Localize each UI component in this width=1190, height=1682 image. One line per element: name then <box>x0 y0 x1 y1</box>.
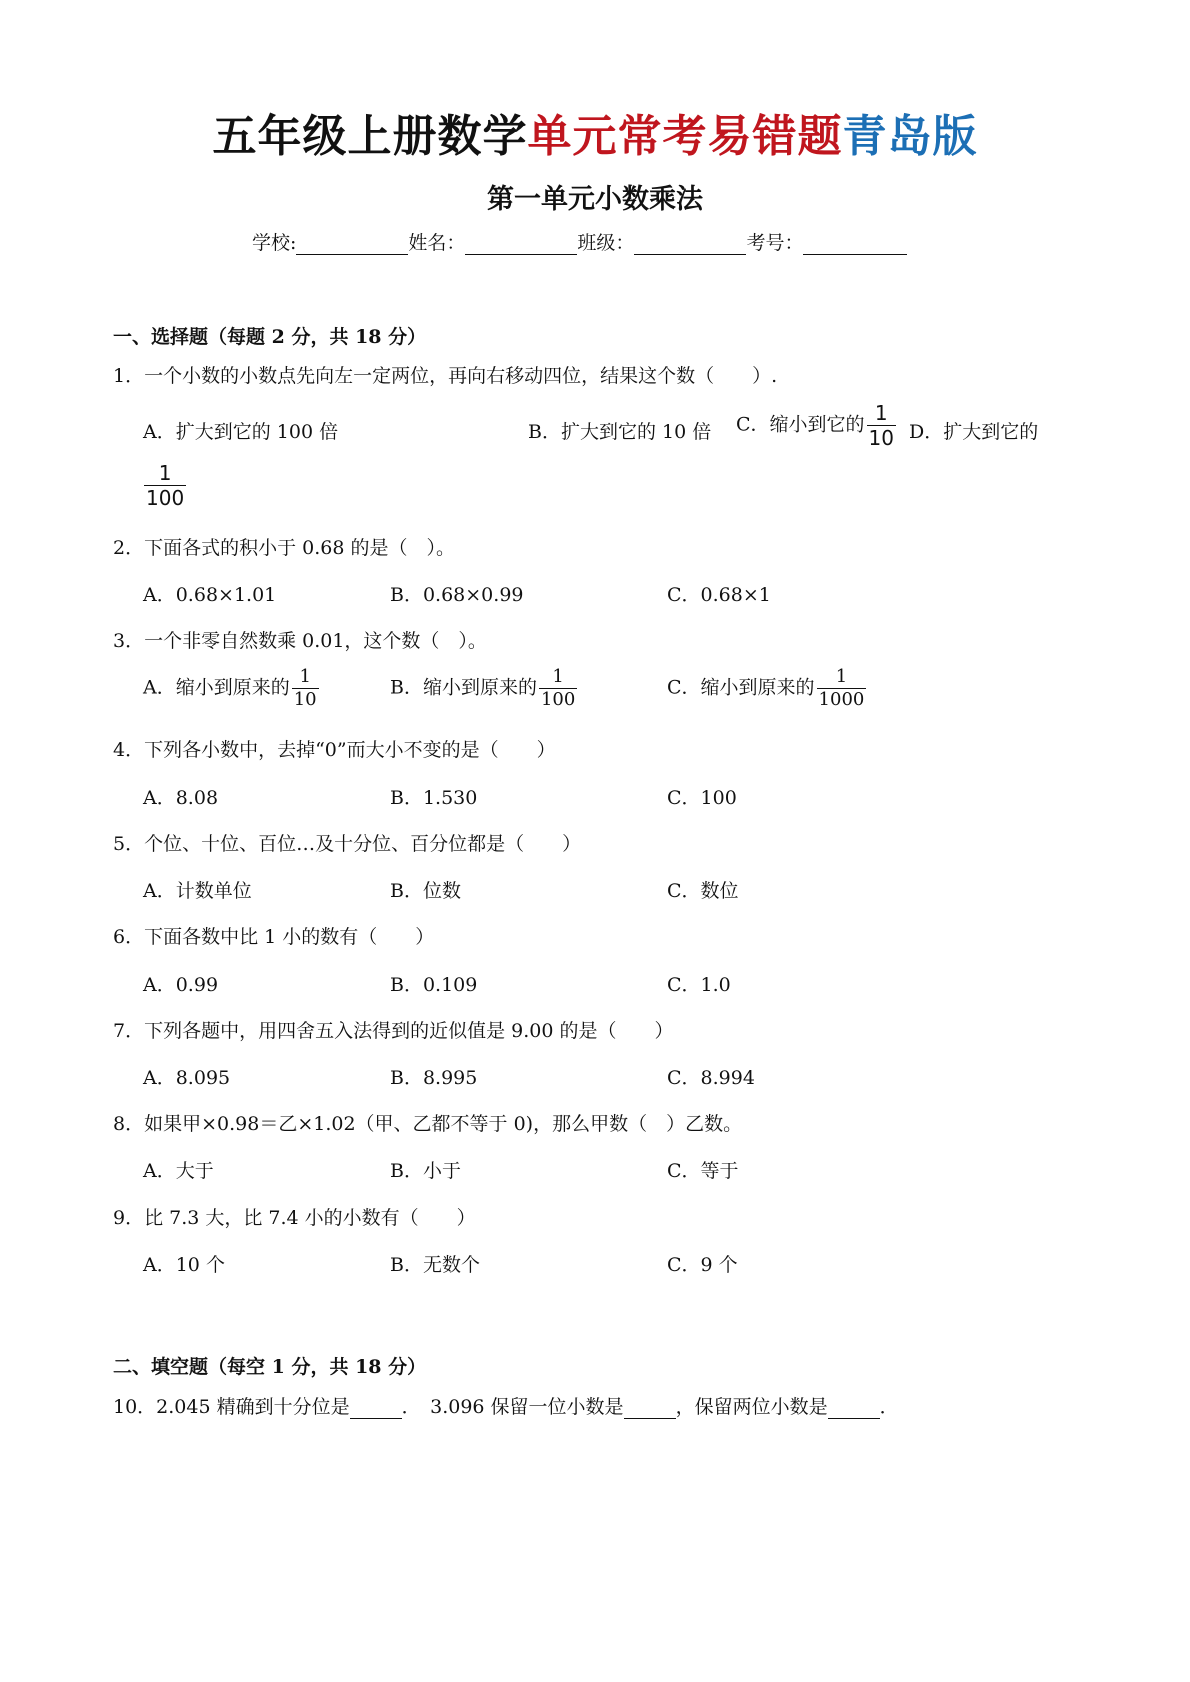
class-label: 班级： <box>577 232 635 254</box>
q3-option-c[interactable] <box>667 668 868 709</box>
question-8-stem: 8．如果甲×0.98＝乙×1.02（甲、乙都不等于 0)，那么甲数（ ）乙数。 <box>113 1113 743 1135</box>
question-10 <box>113 1392 899 1419</box>
q3-option-b[interactable] <box>390 668 579 709</box>
q1-option-d-fraction <box>142 463 188 508</box>
q4-option-c[interactable]: C．100 <box>667 787 737 809</box>
q6-option-b[interactable]: B．0.109 <box>390 974 478 996</box>
title-part-black: 五年级上册数学 <box>212 111 528 162</box>
q9-option-a[interactable]: A．10 个 <box>143 1254 225 1276</box>
title-part-blue: 青岛版 <box>842 111 978 162</box>
q9-option-c[interactable]: C．9 个 <box>667 1254 738 1276</box>
q5-option-c[interactable]: C．数位 <box>667 880 739 902</box>
fraction-numerator: 1 <box>299 666 311 687</box>
question-4-stem: 4．下列各小数中，去掉“0”而大小不变的是（ ） <box>113 739 556 761</box>
q6-option-c[interactable]: C．1.0 <box>667 974 731 996</box>
student-info-line <box>252 228 907 255</box>
school-blank[interactable] <box>296 234 408 255</box>
fraction-denominator: 100 <box>540 689 576 710</box>
q1-option-d[interactable]: D．扩大到它的 <box>909 421 1039 443</box>
q9-option-b[interactable]: B．无数个 <box>390 1254 480 1276</box>
name-label: 姓名： <box>408 232 466 254</box>
unit-subtitle: 第一单元小数乘法 <box>487 184 703 215</box>
q3-option-c-label: C．缩小到原来的 <box>667 676 815 699</box>
question-5-stem: 5．个位、十位、百位…及十分位、百分位都是（ ） <box>113 833 582 855</box>
name-blank[interactable] <box>465 234 577 255</box>
fraction <box>144 463 186 508</box>
section-heading-choice: 一、选择题（每题 2 分，共 18 分） <box>113 326 427 348</box>
q7-option-a[interactable]: A．8.095 <box>143 1067 231 1089</box>
q3-option-a-label: A．缩小到原来的 <box>143 676 290 699</box>
q4-option-b[interactable]: B．1.530 <box>390 787 478 809</box>
q1-option-c[interactable] <box>736 403 898 448</box>
q2-option-b[interactable]: B．0.68×0.99 <box>390 584 524 606</box>
q2-option-a[interactable]: A．0.68×1.01 <box>143 584 277 606</box>
fraction-numerator: 1 <box>874 401 888 425</box>
question-1-stem: 1．一个小数的小数点先向左一定两位，再向右移动四位，结果这个数（ ）. <box>113 365 778 387</box>
fraction-denominator: 1000 <box>818 689 865 710</box>
q6-option-a[interactable]: A．0.99 <box>143 974 219 996</box>
q10-blank-2[interactable] <box>624 1400 676 1419</box>
q5-option-b[interactable]: B．位数 <box>390 880 461 902</box>
q3-option-b-label: B．缩小到原来的 <box>390 676 537 699</box>
q10-text-2: ． 3.096 保留一位小数是 <box>401 1396 624 1418</box>
q3-option-a[interactable] <box>143 668 321 709</box>
q8-option-b[interactable]: B．小于 <box>390 1160 461 1182</box>
question-2-stem: 2．下面各式的积小于 0.68 的是（ ）。 <box>113 537 455 559</box>
q10-text-4: ． <box>879 1396 899 1418</box>
q10-blank-3[interactable] <box>828 1400 880 1419</box>
q7-option-c[interactable]: C．8.994 <box>667 1067 755 1089</box>
exam-no-label: 考号： <box>746 232 804 254</box>
q10-text-1: 10．2.045 精确到十分位是 <box>113 1396 350 1418</box>
fraction-denominator: 10 <box>868 426 894 450</box>
question-6-stem: 6．下面各数中比 1 小的数有（ ） <box>113 926 435 948</box>
q1-option-b[interactable]: B．扩大到它的 10 倍 <box>528 421 712 443</box>
q8-option-a[interactable]: A．大于 <box>143 1160 214 1182</box>
class-blank[interactable] <box>634 234 746 255</box>
question-3-stem: 3．一个非零自然数乘 0.01，这个数（ ）。 <box>113 630 487 652</box>
q5-option-a[interactable]: A．计数单位 <box>143 880 252 902</box>
page-title <box>0 100 1190 164</box>
school-label: 学校: <box>252 232 297 254</box>
section-heading-fill: 二、填空题（每空 1 分，共 18 分） <box>113 1356 427 1378</box>
q8-option-c[interactable]: C．等于 <box>667 1160 739 1182</box>
question-9-stem: 9．比 7.3 大，比 7.4 小的小数有（ ） <box>113 1207 476 1229</box>
q10-text-3: ，保留两位小数是 <box>675 1396 828 1418</box>
question-7-stem: 7．下列各题中，用四舍五入法得到的近似值是 9.00 的是（ ） <box>113 1020 674 1042</box>
fraction <box>867 403 896 448</box>
fraction <box>292 668 319 709</box>
fraction <box>817 668 867 709</box>
title-part-red: 单元常考易错题 <box>527 111 843 162</box>
fraction-numerator: 1 <box>552 666 564 687</box>
q2-option-c[interactable]: C．0.68×1 <box>667 584 771 606</box>
fraction-numerator: 1 <box>158 461 172 485</box>
q10-blank-1[interactable] <box>350 1400 402 1419</box>
q1-option-a[interactable]: A．扩大到它的 100 倍 <box>143 421 339 443</box>
fraction-denominator: 10 <box>293 689 317 710</box>
q7-option-b[interactable]: B．8.995 <box>390 1067 478 1089</box>
fraction-numerator: 1 <box>835 666 848 687</box>
fraction-denominator: 100 <box>146 486 185 510</box>
exam-no-blank[interactable] <box>803 234 907 255</box>
q4-option-a[interactable]: A．8.08 <box>143 787 219 809</box>
q1-option-c-label: C．缩小到它的 <box>736 413 865 436</box>
fraction <box>539 668 577 709</box>
